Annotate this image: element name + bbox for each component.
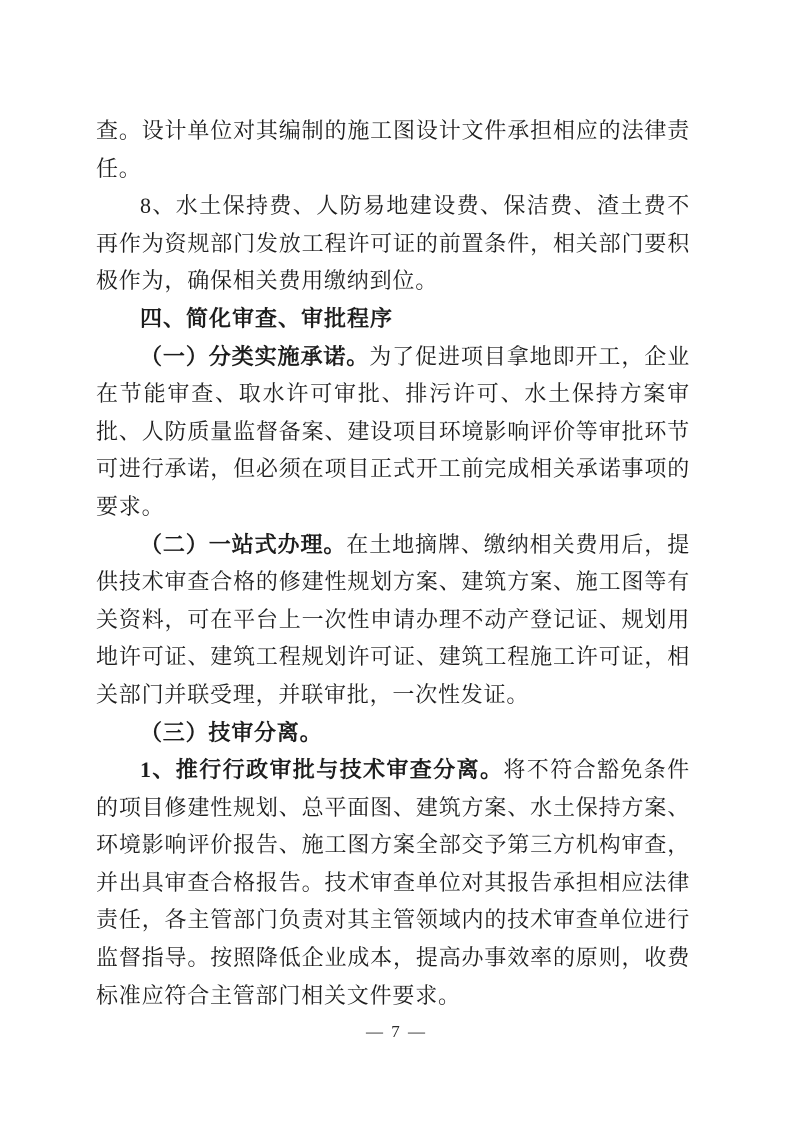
paragraph-subsection-two	[96, 526, 690, 714]
paragraph-lead-bold: （一）分类实施承诺。	[140, 343, 370, 369]
paragraph-lead-bold: （二）一站式办理。	[140, 531, 347, 557]
paragraph-item-8	[96, 187, 690, 300]
paragraph-item-1	[96, 751, 690, 1014]
paragraph-lead-bold: 1、推行行政审批与技术审查分离。	[140, 757, 504, 783]
paragraph-continuation	[96, 112, 690, 187]
paragraph-text: 查。设计单位对其编制的施工图设计文件承担相应的法律责任。	[96, 118, 690, 181]
paragraph-lead-bold: （三）技审分离。	[140, 719, 323, 745]
page-footer	[0, 1022, 793, 1042]
section-heading-four	[96, 300, 690, 338]
paragraph-subsection-three	[96, 714, 690, 752]
paragraph-text: 8、水土保持费、人防易地建设费、保洁费、渣土费不再作为资规部门发放工程许可证的前置条件，相关部门要积极作为，确保相关费用缴纳到位。	[96, 193, 690, 294]
paragraph-text: 为了促进项目拿地即开工，企业在节能审查、取水许可审批、排污许可、水土保持方案审批、人防质量监督备案、建设项目环境影响评价等审批环节可进行承诺，但必须在项目正式开工前完成相关承诺事项的要求。	[96, 343, 690, 519]
page-number: — 7 —	[366, 1022, 427, 1041]
document-body	[96, 112, 690, 1014]
paragraph-subsection-one	[96, 338, 690, 526]
paragraph-text: 将不符合豁免条件的项目修建性规划、总平面图、建筑方案、水土保持方案、环境影响评价报告、施工图方案全部交予第三方机构审查，并出具审查合格报告。技术审查单位对其报告承担相应法律责任，各主管部门负责对其主管领域内的技术审查单位进行监督指导。按照降低企业成本，提高办事效率的原则，收费标准应符合主管部门相关文件要求。	[96, 757, 690, 1008]
section-heading-text: 四、简化审查、审批程序	[140, 305, 394, 331]
paragraph-text: 在土地摘牌、缴纳相关费用后，提供技术审查合格的修建性规划方案、建筑方案、施工图等有关资料，可在平台上一次性申请办理不动产登记证、规划用地许可证、建筑工程规划许可证、建筑工程施工许可证，相关部门并联受理，并联审批，一次性发证。	[96, 531, 690, 707]
